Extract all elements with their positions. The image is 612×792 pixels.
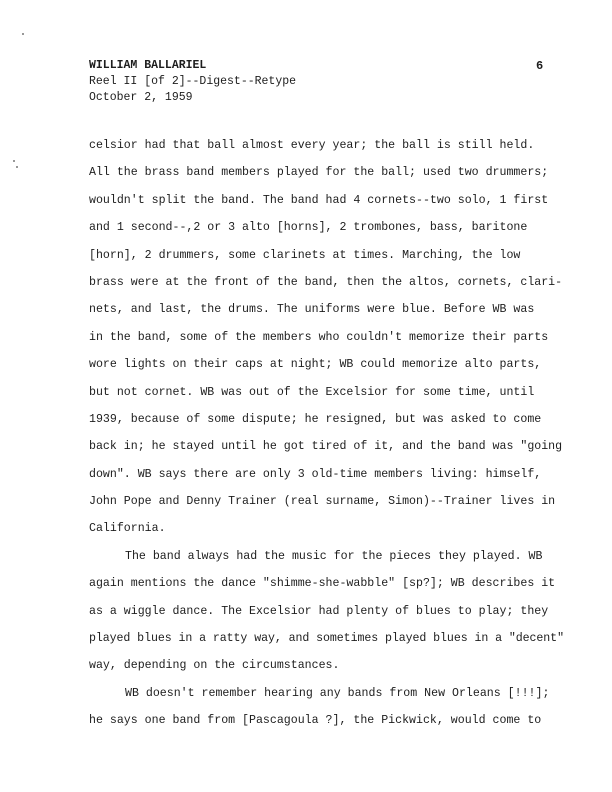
interview-date: October 2, 1959 — [89, 91, 193, 104]
page-number: 6 — [536, 59, 544, 73]
text-line: The band always had the music for the pieces they played. WB — [125, 549, 543, 563]
text-line: All the brass band members played for the ball; used two drummers; — [89, 166, 549, 180]
text-line: John Pope and Denny Trainer (real surname, Simon)--Trainer lives in — [89, 495, 556, 509]
text-line: wore lights on their caps at night; WB could memorize alto parts, — [89, 358, 542, 372]
text-line: [horn], 2 drummers, some clarinets at times. Marching, the low — [89, 248, 521, 262]
text-line: wouldn't split the band. The band had 4 cornets--two solo, 1 first — [89, 193, 549, 207]
text-line: WB doesn't remember hearing any bands from New Orleans [!!!]; — [125, 686, 550, 700]
body-text — [89, 139, 564, 742]
interviewee-name: WILLIAM BALLARIEL — [89, 59, 207, 72]
text-line: he says one band from [Pascagoula ?], the Pickwick, would come to — [89, 714, 542, 728]
reel-info: Reel II [of 2]--Digest--Retype — [89, 75, 297, 88]
document-header — [89, 58, 296, 106]
text-line: back in; he stayed until he got tired of it, and the band was "going — [89, 440, 563, 454]
text-line: but not cornet. WB was out of the Excelsior for some time, until — [89, 385, 535, 399]
scan-speck — [16, 166, 18, 168]
text-line: way, depending on the circumstances. — [89, 659, 340, 673]
text-line: down". WB says there are only 3 old-time members living: himself, — [89, 467, 542, 481]
text-line: in the band, some of the members who couldn't memorize their parts — [89, 330, 549, 344]
text-line: California. — [89, 522, 166, 536]
scan-speck — [13, 160, 15, 162]
text-line: as a wiggle dance. The Excelsior had plenty of blues to play; they — [89, 604, 549, 618]
text-line: nets, and last, the drums. The uniforms were blue. Before WB was — [89, 303, 535, 317]
text-line: again mentions the dance "shimme-she-wabble" [sp?]; WB describes it — [89, 577, 556, 591]
scan-speck — [22, 33, 24, 35]
text-line: played blues in a ratty way, and sometimes played blues in a "decent" — [89, 632, 564, 646]
text-line: brass were at the front of the band, then the altos, cornets, clari- — [89, 275, 563, 289]
text-line: and 1 second--,2 or 3 alto [horns], 2 trombones, bass, baritone — [89, 221, 528, 235]
text-line: celsior had that ball almost every year; the ball is still held. — [89, 139, 535, 152]
text-line: 1939, because of some dispute; he resigned, but was asked to come — [89, 412, 542, 426]
